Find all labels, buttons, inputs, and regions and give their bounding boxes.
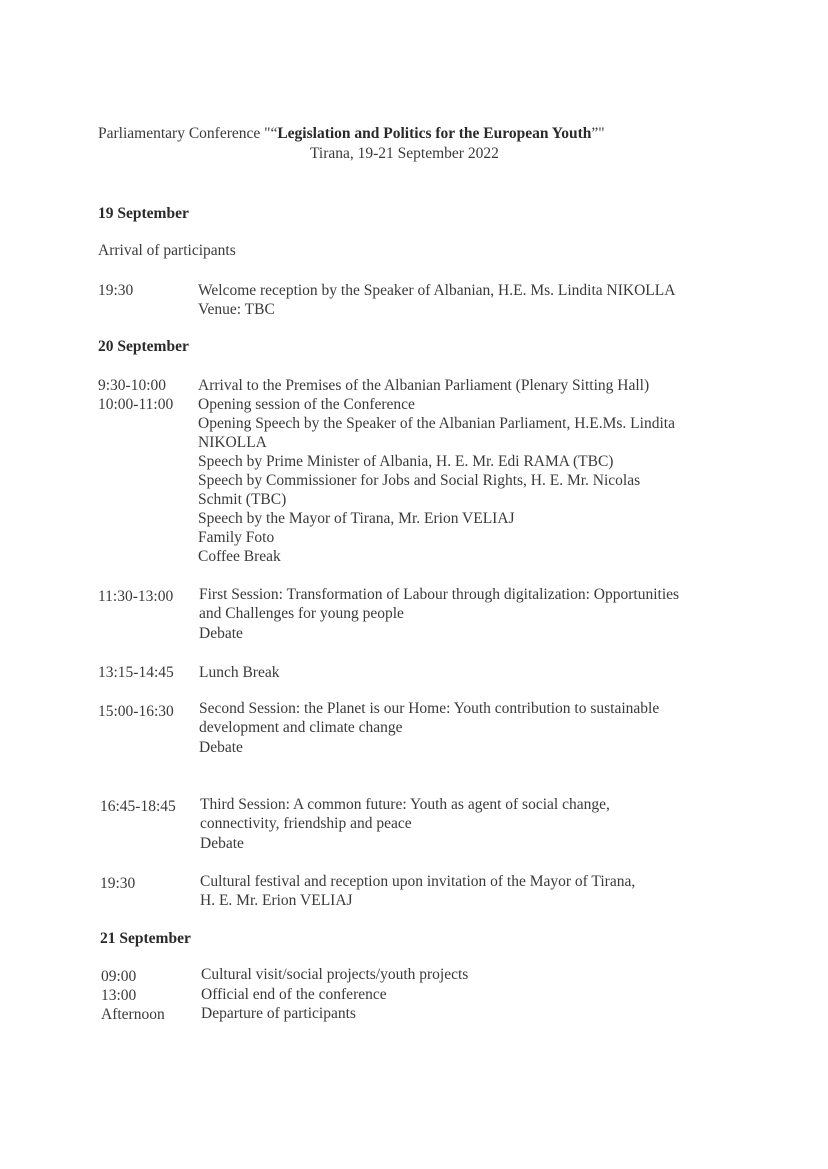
- schedule-line: Venue: TBC: [198, 301, 275, 318]
- day2-heading: 20 September: [98, 338, 189, 355]
- schedule-line: Speech by the Mayor of Tirana, Mr. Erion VELIAJ: [198, 510, 515, 527]
- schedule-line: Speech by Commissioner for Jobs and Social Rights, H. E. Mr. Nicolas: [198, 472, 641, 489]
- schedule-time: 19:30: [98, 282, 134, 299]
- title-prefix: Parliamentary Conference "“: [98, 125, 278, 142]
- schedule-line: H. E. Mr. Erion VELIAJ: [200, 892, 353, 909]
- schedule-line: Opening Speech by the Speaker of the Albanian Parliament, H.E.Ms. Lindita: [198, 415, 675, 432]
- schedule-line: Cultural visit/social projects/youth projects: [201, 966, 469, 983]
- day1-arrival: Arrival of participants: [98, 242, 236, 259]
- schedule-time: 16:45-18:45: [100, 798, 176, 815]
- conference-title: [98, 125, 605, 143]
- schedule-line: NIKOLLA: [198, 434, 267, 451]
- schedule-line: development and climate change: [199, 719, 403, 736]
- title-suffix: ”": [591, 125, 605, 142]
- schedule-line: Third Session: A common future: Youth as agent of social change,: [200, 796, 610, 813]
- schedule-time: Afternoon: [101, 1006, 165, 1023]
- schedule-time: 09:00: [101, 968, 137, 985]
- schedule-line: Cultural festival and reception upon invitation of the Mayor of Tirana,: [200, 873, 636, 890]
- day3-heading: 21 September: [100, 930, 191, 947]
- schedule-line: Departure of participants: [201, 1005, 356, 1022]
- schedule-time: 11:30-13:00: [98, 588, 174, 605]
- schedule-line: First Session: Transformation of Labour through digitalization: Opportunities: [199, 586, 680, 603]
- schedule-time: 10:00-11:00: [98, 396, 174, 413]
- schedule-line: and Challenges for young people: [199, 605, 404, 622]
- conference-subtitle: Tirana, 19-21 September 2022: [310, 145, 499, 162]
- schedule-line: Debate: [199, 625, 243, 642]
- schedule-line: Schmit (TBC): [198, 491, 287, 508]
- schedule-line: Arrival to the Premises of the Albanian Parliament (Plenary Sitting Hall): [198, 377, 650, 394]
- day1-heading: 19 September: [98, 205, 189, 222]
- schedule-line: Speech by Prime Minister of Albania, H. E. Mr. Edi RAMA (TBC): [198, 453, 614, 470]
- schedule-line: Opening session of the Conference: [198, 396, 415, 413]
- schedule-time: 9:30-10:00: [98, 377, 167, 394]
- schedule-line: Welcome reception by the Speaker of Albanian, H.E. Ms. Lindita NIKOLLA: [198, 282, 676, 299]
- schedule-line: Official end of the conference: [201, 986, 387, 1003]
- schedule-line: Debate: [199, 739, 243, 756]
- schedule-time: 13:00: [101, 987, 137, 1004]
- schedule-time: 13:15-14:45: [98, 664, 174, 681]
- schedule-line: Debate: [200, 835, 244, 852]
- schedule-line: connectivity, friendship and peace: [200, 815, 412, 832]
- schedule-line: Lunch Break: [199, 664, 280, 681]
- schedule-line: Family Foto: [198, 529, 275, 546]
- schedule-line: Second Session: the Planet is our Home: Youth contribution to sustainable: [199, 700, 660, 717]
- schedule-time: 19:30: [100, 875, 136, 892]
- schedule-line: Coffee Break: [198, 548, 281, 565]
- title-main: Legislation and Politics for the European Youth: [277, 125, 592, 142]
- schedule-time: 15:00-16:30: [98, 703, 174, 720]
